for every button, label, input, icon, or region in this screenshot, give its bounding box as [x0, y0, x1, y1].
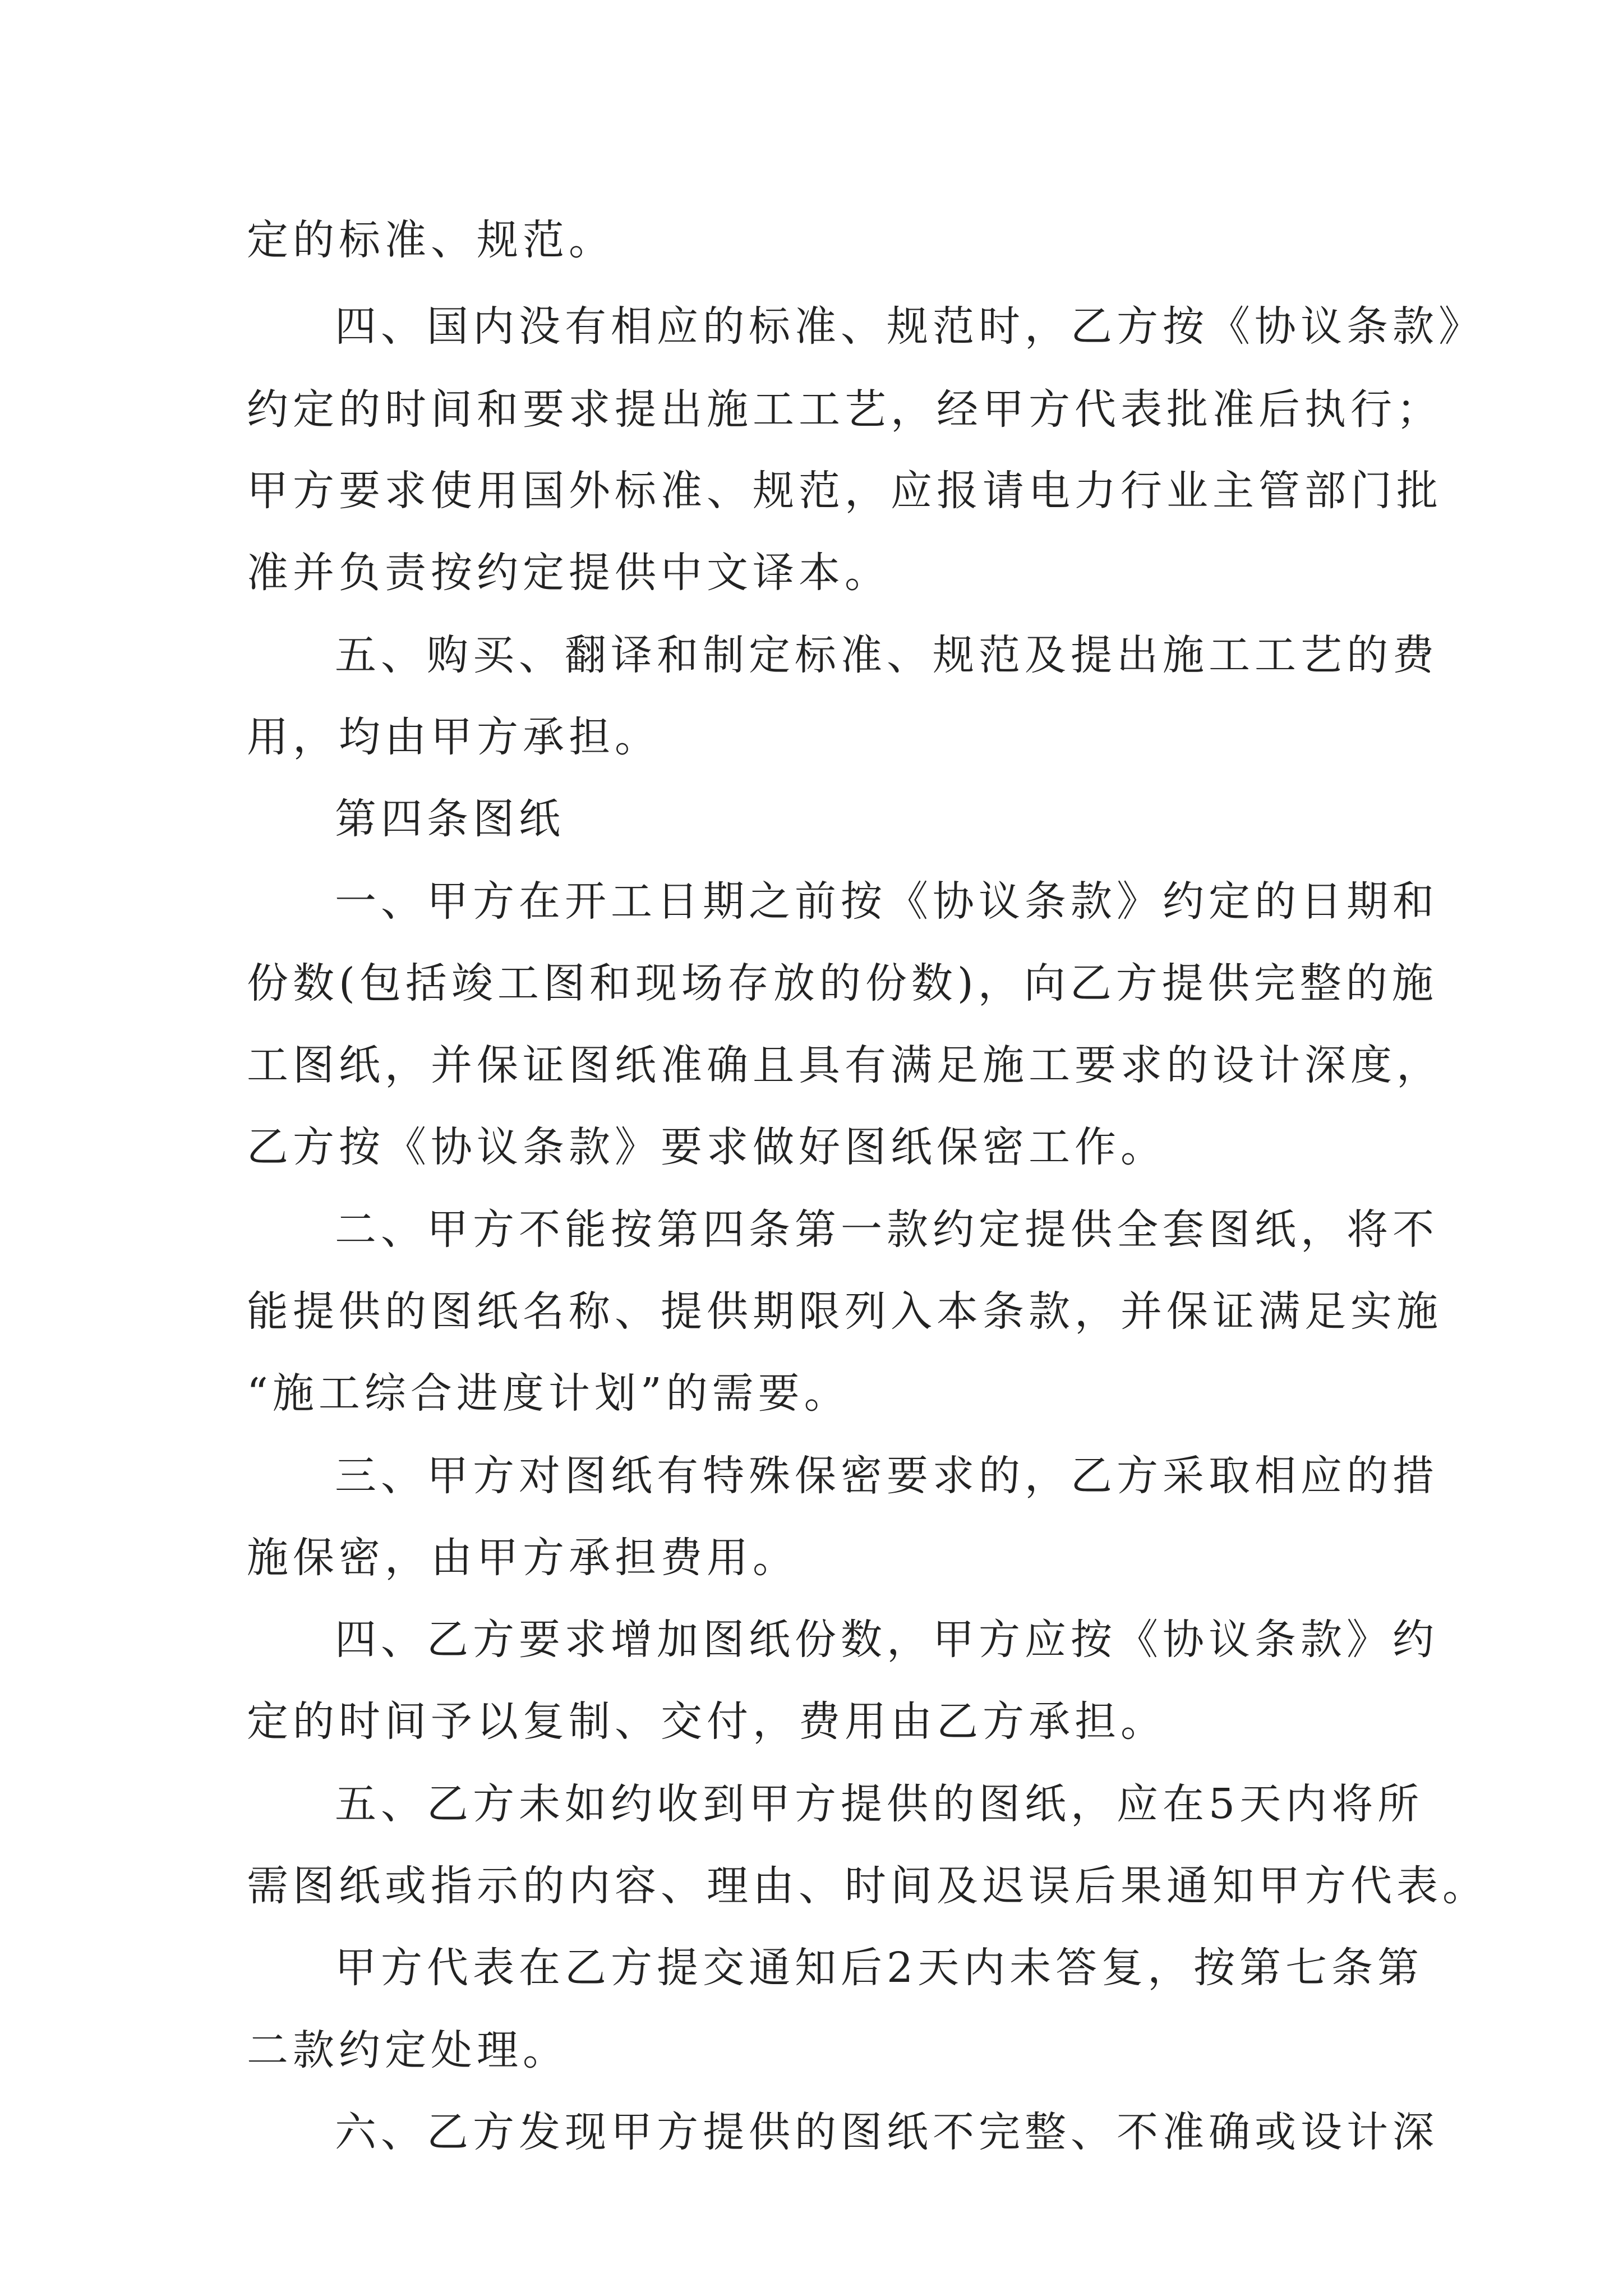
text-line-17: 施保密，由甲方承担费用。 — [247, 1534, 799, 1582]
text-line-13: 二、甲方不能按第四条第一款约定提供全套图纸，将不 — [335, 1205, 1438, 1254]
text-line-11: 工图纸，并保证图纸准确且具有满足施工要求的设计深度， — [247, 1041, 1442, 1089]
text-line-4: 甲方要求使用国外标准、规范，应报请电力行业主管部门批 — [247, 467, 1442, 515]
text-line-2: 四、国内没有相应的标准、规范时，乙方按《协议条款》 — [335, 302, 1484, 351]
text-line-23: 二款约定处理。 — [247, 2026, 569, 2074]
text-line-12: 乙方按《协议条款》要求做好图纸保密工作。 — [247, 1123, 1166, 1171]
text-line-7: 用，均由甲方承担。 — [247, 713, 661, 761]
text-line-14: 能提供的图纸名称、提供期限列入本条款，并保证满足实施 — [247, 1287, 1442, 1336]
text-line-10: 份数(包括竣工图和现场存放的份数)，向乙方提供完整的施 — [247, 959, 1438, 1007]
text-line-5: 准并负责按约定提供中文译本。 — [247, 549, 891, 597]
text-line-21: 需图纸或指示的内容、理由、时间及迟误后果通知甲方代表。 — [247, 1862, 1488, 1910]
text-line-16: 三、甲方对图纸有特殊保密要求的，乙方采取相应的措 — [335, 1452, 1438, 1500]
text-line-20: 五、乙方未如约收到甲方提供的图纸，应在5天内将所 — [335, 1780, 1424, 1828]
text-line-6: 五、购买、翻译和制定标准、规范及提出施工工艺的费 — [335, 631, 1438, 679]
text-line-24: 六、乙方发现甲方提供的图纸不完整、不准确或设计深 — [335, 2108, 1438, 2156]
section-heading: 第四条图纸 — [335, 795, 565, 843]
text-line-9: 一、甲方在开工日期之前按《协议条款》约定的日期和 — [335, 877, 1438, 926]
text-line-1: 定的标准、规范。 — [247, 216, 615, 264]
text-line-22: 甲方代表在乙方提交通知后2天内未答复，按第七条第 — [335, 1944, 1424, 1992]
text-line-18: 四、乙方要求增加图纸份数，甲方应按《协议条款》约 — [335, 1616, 1438, 1664]
text-line-3: 约定的时间和要求提出施工工艺，经甲方代表批准后执行； — [247, 385, 1442, 434]
text-line-15: “施工综合进度计划”的需要。 — [247, 1369, 850, 1418]
text-line-19: 定的时间予以复制、交付，费用由乙方承担。 — [247, 1697, 1166, 1746]
